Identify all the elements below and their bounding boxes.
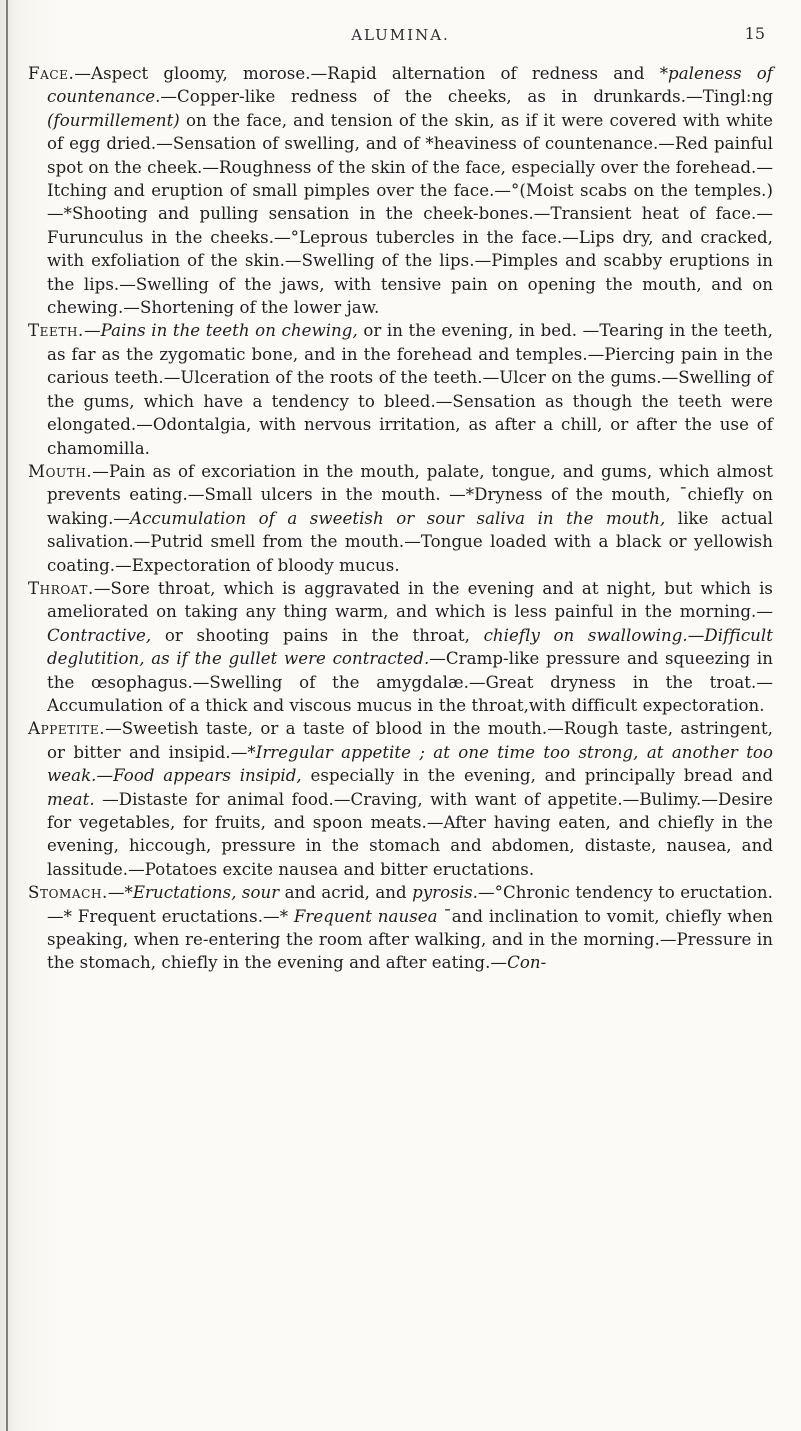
italic-text: Pains in the teeth on chewing, xyxy=(100,321,358,341)
italic-text: Con- xyxy=(507,953,547,973)
italic-text: pyrosis. xyxy=(412,883,479,903)
body-text: —Sweetish taste, or a taste of blood in the mouth.—Rough taste, astringent, or bitter and insipid.— xyxy=(47,719,773,762)
page-number: 15 xyxy=(744,24,765,43)
section-heading: Face. xyxy=(28,64,75,83)
body-text: —°Chronic tendency to eructation.—* Frequent eructations.— xyxy=(47,883,773,926)
page-gutter-edge xyxy=(6,0,8,1431)
section-heading: Teeth. xyxy=(28,321,84,341)
italic-text: *Irregular appetite ; at one time too strong, at another too weak.—Food appears insipid, xyxy=(47,742,773,786)
body-text: or in the evening, in bed. —Tearing in the teeth, as far as the zygomatic bone, and in the forehead and temples.—Piercing pain in the carious teeth.—Ulceration of the roots of the teeth.—Ulcer on the gums.—Swelling of the gums, which have a tendency to bleed.—Sensation as though the teeth were elongated.—Odontalgia, with nervous irritation, as after a chill, or after the use of chamomilla. xyxy=(47,321,773,458)
section-paragraph xyxy=(28,62,773,319)
italic-text: chiefly on swallowing.—Difficult deglutition, as if the gullet were contracted. xyxy=(47,625,773,669)
section-paragraph xyxy=(28,319,773,459)
section-heading: Stomach. xyxy=(28,883,108,903)
running-head: ALUMINA. xyxy=(351,26,450,44)
body-text: —Distaste for animal food.—Craving, with want of appetite.—Bulimy.—Desire for vegetables, for fruits, and spoon meats.—After having eaten, and chiefly in the evening, hiccough, pressure in the stomach and abdomen, distaste, nausea, and lassitude.—Potatoes excite nausea and bitter eructations. xyxy=(47,789,773,879)
italic-text: *Eructations, sour xyxy=(124,883,280,903)
body-text: —Cramp-like pressure and squeezing in the œsophagus.—Swelling of the amygdalæ.—Great dryness in the troat.—Accumulation of a thick and viscous mucus in the throat,with difficult expectoration. xyxy=(47,649,773,715)
section-heading: Throat. xyxy=(28,578,94,598)
body-text: on the face, and tension of the skin, as if it were covered with white of egg dried.—Sensation of swelling, and of *heaviness of countenance.—Red painful spot on the cheek.—Roughness of the skin of the face, especially over the forehead.—Itching and eruption of small pimples over the face.—°(Moist scabs on the temples.)—*Shooting and pulling sensation in the cheek-bones.—Transient heat of face.—Furunculus in the cheeks.—°Leprous tubercles in the face.—Lips dry, and cracked, with exfoliation of the skin.—Swelling of the lips.—Pimples and scabby eruptions in the lips.—Swelling of the jaws, with tensive pain on opening the mouth, and on chewing.—Shortening of the lower jaw. xyxy=(47,110,773,318)
italic-text: Accumulation of a sweetish or sour saliva in the mouth, xyxy=(130,508,666,528)
body-text: or shooting pains in the throat, xyxy=(151,625,484,645)
text-body xyxy=(28,62,773,975)
body-text: like actual salivation.—Putrid smell from the mouth.—Tongue loaded with a black or yellowish coating.—Expectoration of bloody mucus. xyxy=(47,508,773,575)
body-text: —Pain as of excoriation in the mouth, palate, tongue, and gums, which almost prevents eating.—Small ulcers in the mouth. —*Dryness of the mouth, ¯chiefly on waking.— xyxy=(47,461,773,528)
section-heading: Mouth. xyxy=(28,461,93,481)
section-paragraph xyxy=(28,577,773,717)
page-header xyxy=(0,22,801,52)
italic-text: *paleness of countenance. xyxy=(47,64,773,107)
body-text: —Aspect gloomy, morose.—Rapid alternation of redness and xyxy=(74,64,660,83)
section-paragraph xyxy=(28,460,773,577)
italic-text: meat. xyxy=(47,789,95,809)
body-text: especially in the evening, and principally bread and xyxy=(301,766,773,786)
body-text: —Sore throat, which is aggravated in the evening and at night, but which is ameliorated on taking any thing warm, and which is less painful in the morning.— xyxy=(47,578,773,622)
italic-text: * Frequent nausea xyxy=(279,906,438,926)
body-text: ¯and inclination to vomit, chiefly when speaking, when re-entering the room after walking, and in the morning.—Pressure in the stomach, chiefly in the evening and after eating.— xyxy=(47,906,773,973)
body-text: — xyxy=(83,321,101,341)
body-text: and acrid, and xyxy=(279,883,413,903)
section-paragraph xyxy=(28,717,773,881)
body-text: —Copper-like redness of the cheeks, as in drunkards.—Tingl:ng xyxy=(160,87,773,107)
italic-text: Contractive, xyxy=(47,625,152,645)
section-heading: Appetite. xyxy=(28,719,106,739)
section-paragraph xyxy=(28,881,773,975)
body-text: — xyxy=(107,883,125,903)
italic-text: (fourmillement) xyxy=(47,110,180,130)
